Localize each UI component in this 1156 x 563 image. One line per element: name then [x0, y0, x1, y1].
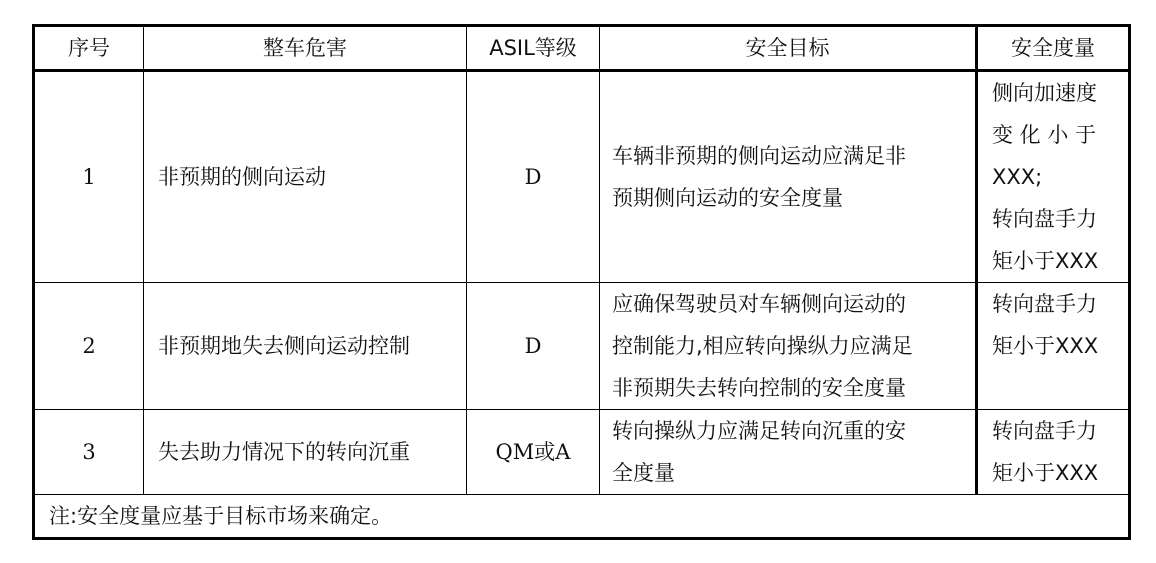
header-asil: ASIL等级: [467, 26, 600, 71]
header-goal: 安全目标: [600, 26, 977, 71]
cell-asil: D: [467, 71, 600, 283]
table-note-row: [34, 495, 1130, 539]
cell-goal: [600, 71, 977, 283]
table-row: [34, 283, 1130, 410]
header-measure: 安全度量: [977, 26, 1130, 71]
cell-measure: [977, 71, 1130, 283]
safety-goal-table: [32, 24, 1131, 540]
goal-line: 应确保驾驶员对车辆侧向运动的: [612, 292, 906, 316]
header-hazard: 整车危害: [144, 26, 467, 71]
table-row: [34, 410, 1130, 495]
cell-no: 3: [34, 410, 144, 495]
measure-line: 变 化 小 于: [992, 123, 1097, 147]
cell-asil: D: [467, 283, 600, 410]
measure-line: 矩小于XXX: [992, 249, 1099, 273]
cell-measure: [977, 283, 1130, 410]
goal-line: 转向操纵力应满足转向沉重的安: [612, 419, 906, 443]
cell-hazard: 失去助力情况下的转向沉重: [144, 410, 467, 495]
measure-line: 矩小于XXX: [992, 461, 1099, 485]
cell-measure: [977, 410, 1130, 495]
measure-line: 矩小于XXX: [992, 334, 1099, 358]
cell-goal: [600, 410, 977, 495]
measure-line: 转向盘手力: [992, 207, 1097, 231]
cell-hazard: 非预期地失去侧向运动控制: [144, 283, 467, 410]
goal-line: 车辆非预期的侧向运动应满足非: [612, 144, 906, 168]
measure-line: 转向盘手力: [992, 419, 1097, 443]
measure-line: 侧向加速度: [992, 81, 1097, 105]
cell-hazard: 非预期的侧向运动: [144, 71, 467, 283]
cell-asil: QM或A: [467, 410, 600, 495]
goal-line: 控制能力,相应转向操纵力应满足: [612, 334, 913, 358]
cell-no: 2: [34, 283, 144, 410]
header-no: 序号: [34, 26, 144, 71]
goal-line: 预期侧向运动的安全度量: [612, 186, 843, 210]
measure-line: 转向盘手力: [992, 292, 1097, 316]
measure-line: XXX;: [992, 165, 1043, 189]
table-header-row: [34, 26, 1130, 71]
table-note: 注:安全度量应基于目标市场来确定。: [34, 495, 1130, 539]
goal-line: 全度量: [612, 461, 675, 485]
cell-no: 1: [34, 71, 144, 283]
safety-goal-table-container: [32, 24, 1128, 540]
cell-goal: [600, 283, 977, 410]
table-row: [34, 71, 1130, 283]
goal-line: 非预期失去转向控制的安全度量: [612, 376, 906, 400]
